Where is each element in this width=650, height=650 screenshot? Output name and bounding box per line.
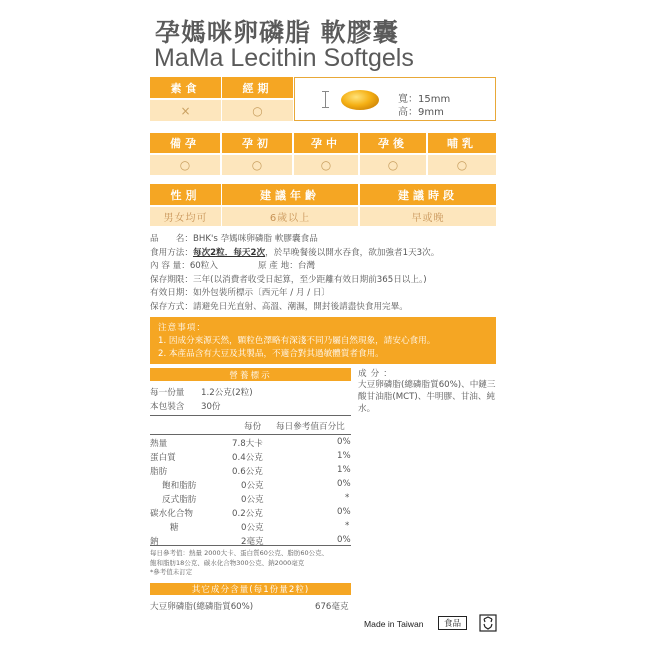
product-title-english: MaMa Lecithin Softgels — [154, 44, 414, 72]
nutrition-title: 營養標示 — [150, 368, 351, 381]
info-key: 原 產 地： — [257, 261, 298, 272]
col-daily-pct: 每日參考值百分比 — [276, 422, 345, 432]
stage-mid-header: 孕中 — [294, 133, 358, 153]
nutrient-amount: 0公克 — [241, 523, 264, 533]
nutrient-amount: 2毫克 — [241, 537, 264, 547]
col-per-serving: 每份 — [244, 422, 262, 432]
divider — [150, 434, 351, 435]
nutrient-amount: 7.8大卡 — [232, 439, 263, 449]
info-key: 有效日期： — [150, 288, 193, 299]
age-header: 建議年齡 — [222, 184, 358, 205]
stage-late-header: 孕後 — [360, 133, 426, 153]
time-value: 早或晚 — [360, 207, 496, 226]
nutrient-pct: 1% — [337, 451, 351, 461]
nutrient-amount: 0公克 — [241, 495, 264, 505]
info-value: 60粒入 — [189, 261, 218, 272]
nutrient-amount: 0.6公克 — [232, 467, 263, 477]
nutrition-footnote — [150, 549, 328, 578]
other-content-title: 其它成分含量(每1份量2粒) — [150, 583, 351, 595]
info-key: 內 容 量： — [150, 261, 190, 272]
serving-key: 每一份量 — [150, 388, 185, 398]
footnote-line: *參考值未訂定 — [150, 568, 193, 576]
nutrient-pct: * — [345, 521, 350, 531]
nutrient-pct: 0% — [337, 507, 351, 517]
nutrient-name: 糖 — [170, 523, 179, 533]
notice-item: 1. 因成分來源天然，顆粒色澤略有深淺不同乃屬自然現象，請安心食用。 — [158, 336, 436, 346]
nutrient-name: 脂肪 — [150, 467, 168, 477]
info-value: 請避免日光直射、高溫、潮濕，開封後請盡快食用完畢。 — [192, 301, 408, 312]
nutrient-amount: 0.4公克 — [232, 453, 263, 463]
stage-prep-header: 備孕 — [150, 133, 220, 153]
nutrient-amount: 0公克 — [241, 481, 264, 491]
recycle-icon — [479, 614, 497, 632]
ingredients-label: 成分： — [358, 369, 396, 379]
nutrient-name: 鈉 — [150, 537, 159, 547]
stage-nursing-header: 哺乳 — [428, 133, 496, 153]
stage-early-header: 孕初 — [222, 133, 292, 153]
age-value: 6歲以上 — [222, 207, 358, 226]
info-usage-row — [150, 247, 439, 261]
notice-box — [150, 317, 496, 364]
info-value: BHK's 孕媽咪卵磷脂 軟膠囊食品 — [192, 234, 318, 244]
info-name-row — [150, 233, 439, 247]
stage-early-value: ○ — [222, 155, 292, 175]
capsule-width: 寬：15mm — [398, 94, 451, 105]
period-value: ○ — [222, 100, 293, 121]
info-key: 食用方法： — [150, 247, 193, 258]
usage-dosage: 每次2粒．每天2次 — [192, 247, 266, 258]
info-qty-row — [150, 260, 439, 274]
nutrient-pct: 0% — [337, 437, 351, 447]
divider — [150, 545, 351, 546]
gender-header: 性別 — [150, 184, 221, 205]
period-header: 經期 — [222, 77, 293, 98]
serving-value: 1.2公克(2粒) — [201, 388, 253, 398]
info-value: 台灣 — [297, 261, 316, 272]
info-value: ，於早晚餐後以開水吞食，欲加強者1天3次。 — [265, 247, 440, 258]
content-amount: 676毫克 — [315, 602, 349, 612]
notice-title: 注意事項： — [158, 323, 206, 333]
nutrient-name: 蛋白質 — [150, 453, 176, 463]
servings-key: 本包裝含 — [150, 402, 185, 412]
ingredients-text: 大豆卵磷脂(總磷脂質60%)、中鏈三酸甘油脂(MCT)、牛明膠、甘油、純水。 — [358, 380, 496, 414]
info-value: 如外包裝所標示〔西元年 / 月 / 日〕 — [192, 288, 331, 299]
made-in-label: Made in Taiwan — [364, 619, 424, 629]
softgel-capsule-image — [341, 90, 379, 110]
info-key: 保存期限： — [150, 274, 193, 285]
food-badge: 食品 — [438, 616, 467, 630]
product-info — [150, 233, 439, 315]
info-storage-row — [150, 301, 439, 315]
stage-nursing-value: ○ — [428, 155, 496, 175]
gender-value: 男女均可 — [150, 207, 221, 226]
stage-mid-value: ○ — [294, 155, 358, 175]
size-marker-icon — [325, 91, 331, 108]
info-expiry-row — [150, 287, 439, 301]
nutrient-name: 碳水化合物 — [150, 509, 193, 519]
notice-item: 2. 本產品含有大豆及其製品，不適合對其過敏體質者食用。 — [158, 349, 384, 359]
info-value: 三年(以消費者收受日起算，至少距離有效日期前365日以上。) — [192, 274, 427, 285]
capsule-size-box — [294, 77, 496, 121]
footnote-line: 飽和脂肪18公克、碳水化合物300公克、鈉2000毫克 — [150, 558, 305, 567]
nutrient-name: 反式脂肪 — [162, 495, 197, 505]
nutrient-pct: 0% — [337, 535, 351, 545]
nutrient-pct: 0% — [337, 479, 351, 489]
stage-late-value: ○ — [360, 155, 426, 175]
info-key: 品 名： — [150, 234, 193, 244]
nutrient-pct: * — [345, 493, 350, 503]
capsule-height: 高：9mm — [398, 107, 444, 118]
content-name: 大豆卵磷脂(總磷脂質60%) — [150, 602, 254, 612]
diet-header: 素食 — [150, 77, 221, 98]
diet-value: × — [150, 100, 221, 121]
product-title-chinese: 孕媽咪卵磷脂 軟膠囊 — [155, 18, 399, 47]
stage-prep-value: ○ — [150, 155, 220, 175]
servings-value: 30份 — [201, 402, 221, 412]
info-shelf-row — [150, 274, 439, 288]
info-key: 保存方式： — [150, 301, 193, 312]
divider — [150, 415, 351, 416]
time-header: 建議時段 — [360, 184, 496, 205]
nutrient-name: 熱量 — [150, 439, 168, 449]
nutrient-amount: 0.2公克 — [232, 509, 263, 519]
nutrient-pct: 1% — [337, 465, 351, 475]
nutrient-name: 飽和脂肪 — [162, 481, 197, 491]
footnote-line: 每日參考值：熱量 2000大卡、蛋白質60公克、脂肪60公克、 — [150, 549, 329, 557]
